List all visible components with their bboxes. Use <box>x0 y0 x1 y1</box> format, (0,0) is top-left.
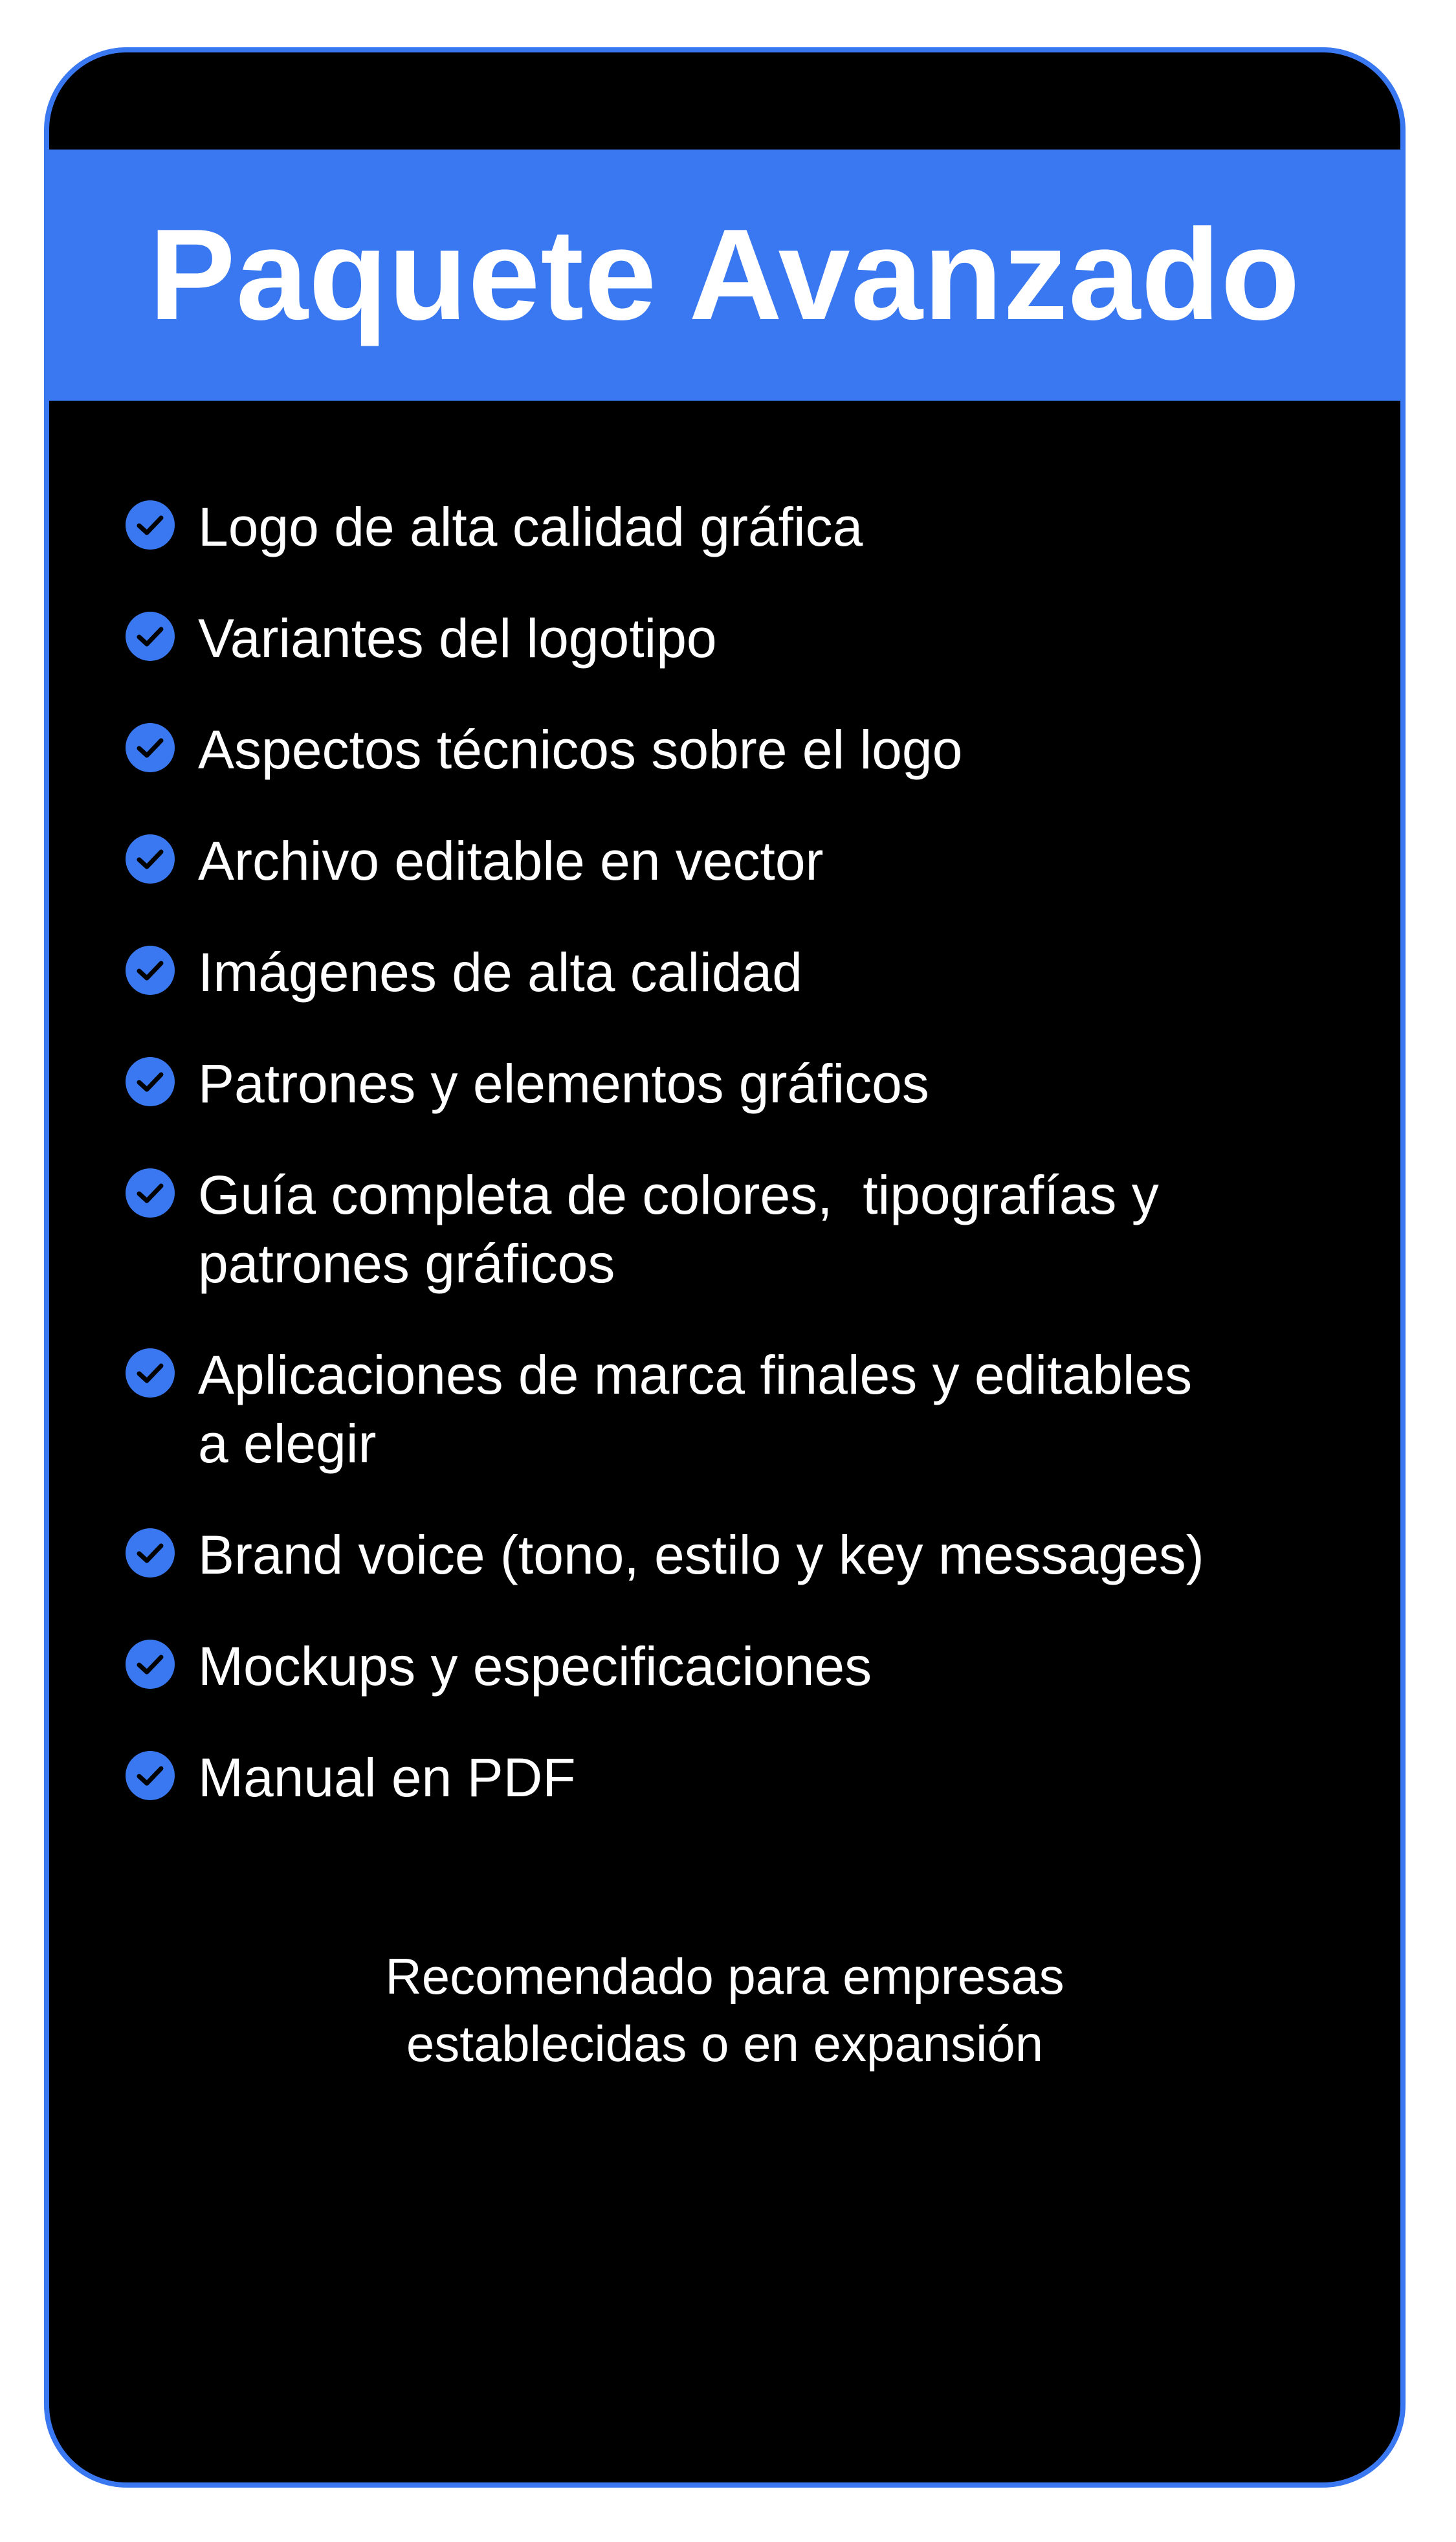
recommendation-line: establecidas o en expansión <box>406 2015 1044 2072</box>
feature-item <box>124 1161 1336 1298</box>
feature-item <box>124 938 1336 1007</box>
recommendation-note <box>49 1943 1400 2077</box>
feature-text: Patrones y elementos gráficos <box>198 1053 929 1114</box>
feature-item <box>124 1521 1336 1589</box>
check-circle-icon <box>124 610 176 662</box>
check-circle-icon <box>124 499 176 551</box>
feature-text: Brand voice (tono, estilo y key messages) <box>198 1524 1204 1585</box>
check-circle-icon <box>124 1527 176 1579</box>
feature-text: Imágenes de alta calidad <box>198 942 802 1003</box>
check-circle-icon <box>124 1056 176 1108</box>
card-header <box>49 150 1400 401</box>
feature-item <box>124 1743 1336 1812</box>
feature-text: Aplicaciones de marca finales y editables a elegir <box>198 1344 1193 1474</box>
check-circle-icon <box>124 1347 176 1399</box>
feature-item <box>124 493 1336 561</box>
check-circle-icon <box>124 1638 176 1690</box>
feature-item <box>124 827 1336 895</box>
package-card <box>44 47 1406 2488</box>
feature-item <box>124 715 1336 784</box>
card-title: Paquete Avanzado <box>149 203 1301 347</box>
recommendation-line: Recomendado para empresas <box>385 1948 1064 2005</box>
check-circle-icon <box>124 1750 176 1801</box>
feature-item <box>124 604 1336 673</box>
feature-item <box>124 1632 1336 1700</box>
feature-text: Aspectos técnicos sobre el logo <box>198 719 963 780</box>
feature-text: Archivo editable en vector <box>198 831 824 891</box>
feature-item <box>124 1341 1336 1478</box>
check-circle-icon <box>124 944 176 996</box>
check-circle-icon <box>124 833 176 885</box>
check-circle-icon <box>124 1167 176 1219</box>
feature-item <box>124 1049 1336 1118</box>
feature-text: Guía completa de colores, tipografías y patrones gráficos <box>198 1165 1159 1294</box>
feature-text: Manual en PDF <box>198 1747 576 1808</box>
feature-text: Logo de alta calidad gráfica <box>198 496 863 557</box>
feature-text: Mockups y especificaciones <box>198 1636 872 1697</box>
check-circle-icon <box>124 722 176 774</box>
feature-text: Variantes del logotipo <box>198 608 717 669</box>
